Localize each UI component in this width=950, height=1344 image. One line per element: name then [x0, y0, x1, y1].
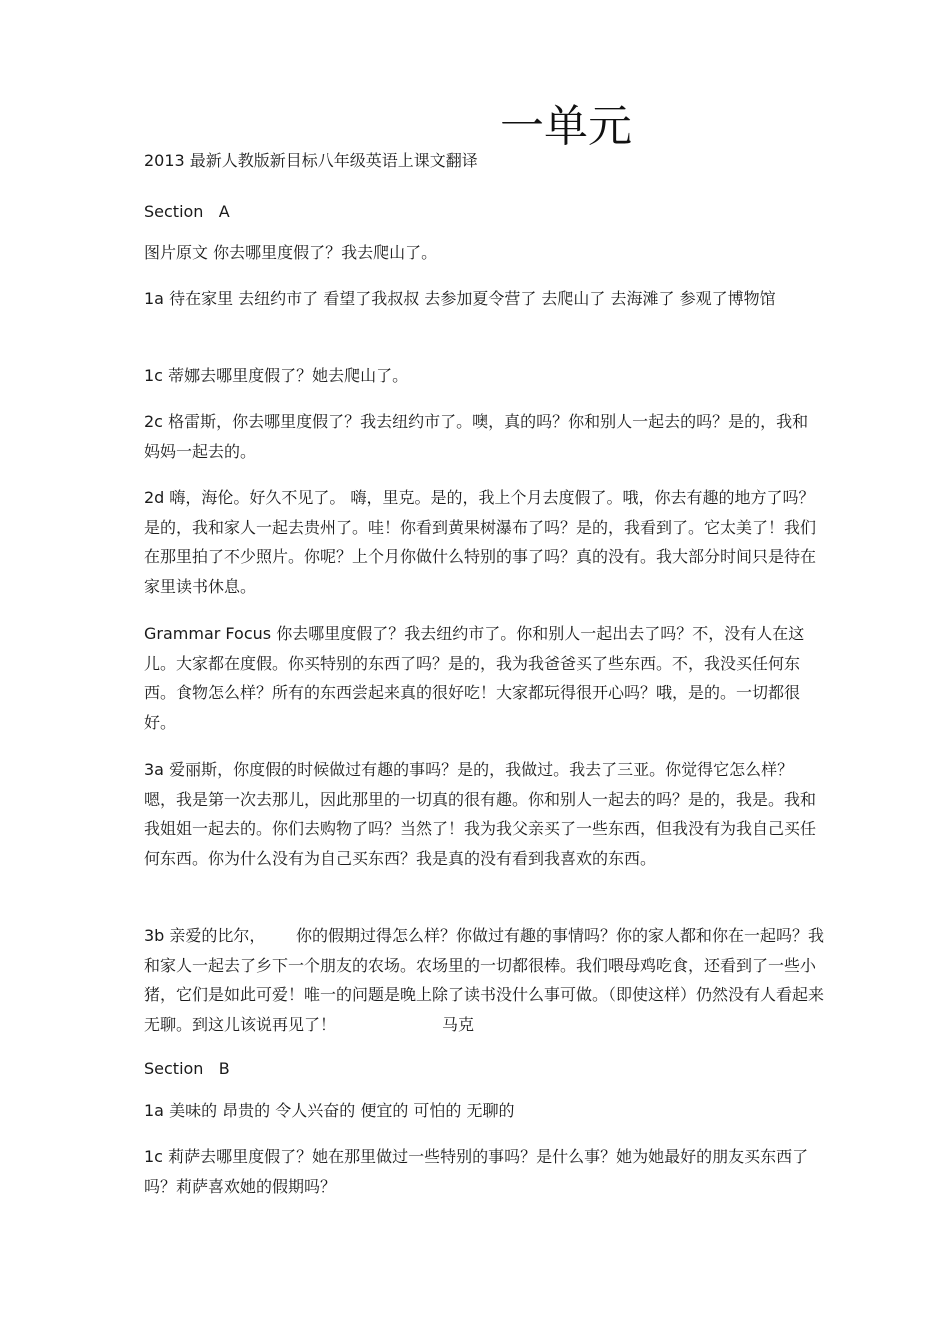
unit-title: 一单元	[500, 101, 632, 152]
paragraph-3b	[144, 921, 824, 1039]
section-a-label: Section A	[144, 202, 230, 221]
document-subtitle: 2013 最新人教版新目标八年级英语上课文翻译	[144, 151, 478, 170]
paragraph-2c: 2c 格雷斯，你去哪里度假了？我去纽约市了。噢，真的吗？你和别人一起去的吗？是的，我和妈妈一起去的。	[144, 412, 809, 461]
paragraph-3b-signature: 马克	[442, 1014, 475, 1034]
paragraph-3b-text: 3b 亲爱的比尔， 你的假期过得怎么样？你做过有趣的事情吗？你的家人都和你在一起吗？我和家人一起去了乡下一个朋友的农场。农场里的一切都很棒。我们喂母鸡吃食，还看到了一些小猪，它们是如此可爱！唯一的问题是晚上除了读书没什么事可做。（即使这样）仍然没有人看起来无聊。到这儿该说再见了！	[144, 926, 825, 1034]
paragraph-1c: 1c 蒂娜去哪里度假了？她去爬山了。	[144, 366, 409, 385]
section-b-heading	[144, 1054, 824, 1084]
paragraph-grammar-focus: Grammar Focus 你去哪里度假了？我去纽约市了。你和别人一起出去了吗？不，没有人在这儿。大家都在度假。你买特别的东西了吗？是的，我为我爸爸买了些东西。不，我没买任何东西。食物怎么样？所有的东西尝起来真的很好吃！大家都玩得很开心吗？哦，是的。一切都很好。	[144, 624, 805, 732]
paragraph-b-1a: 1a 美味的 昂贵的 令人兴奋的 便宜的 可怕的 无聊的	[144, 1101, 515, 1120]
section-b-label: Section B	[144, 1059, 230, 1078]
paragraph-1a: 1a 待在家里 去纽约市了 看望了我叔叔 去参加夏令营了 去爬山了 去海滩了 参观了博物馆	[144, 289, 776, 308]
section-a-heading	[144, 197, 824, 227]
paragraph-b-1c: 1c 莉萨去哪里度假了？她在那里做过一些特别的事吗？是什么事？她为她最好的朋友买东西了吗？莉萨喜欢她的假期吗？	[144, 1147, 809, 1196]
paragraph-picture: 图片原文 你去哪里度假了？我去爬山了。	[144, 243, 438, 262]
paragraph-3a: 3a 爱丽斯，你度假的时候做过有趣的事吗？是的，我做过。我去了三亚。你觉得它怎么样？嗯，我是第一次去那儿，因此那里的一切真的很有趣。你和别人一起去的吗？是的，我是。我和我姐姐一起去的。你们去购物了吗？当然了！我为我父亲买了一些东西，但我没有为我自己买任何东西。你为什么没有为自己买东西？我是真的没有看到我喜欢的东西。	[144, 760, 817, 868]
paragraph-2d: 2d 嗨，海伦。好久不见了。 嗨，里克。是的，我上个月去度假了。哦，你去有趣的地方了吗？是的，我和家人一起去贵州了。哇！你看到黄果树瀑布了吗？是的，我看到了。它太美了！我们在那里拍了不少照片。你呢？上个月你做什么特别的事了吗？真的没有。我大部分时间只是待在家里读书休息。	[144, 488, 817, 596]
